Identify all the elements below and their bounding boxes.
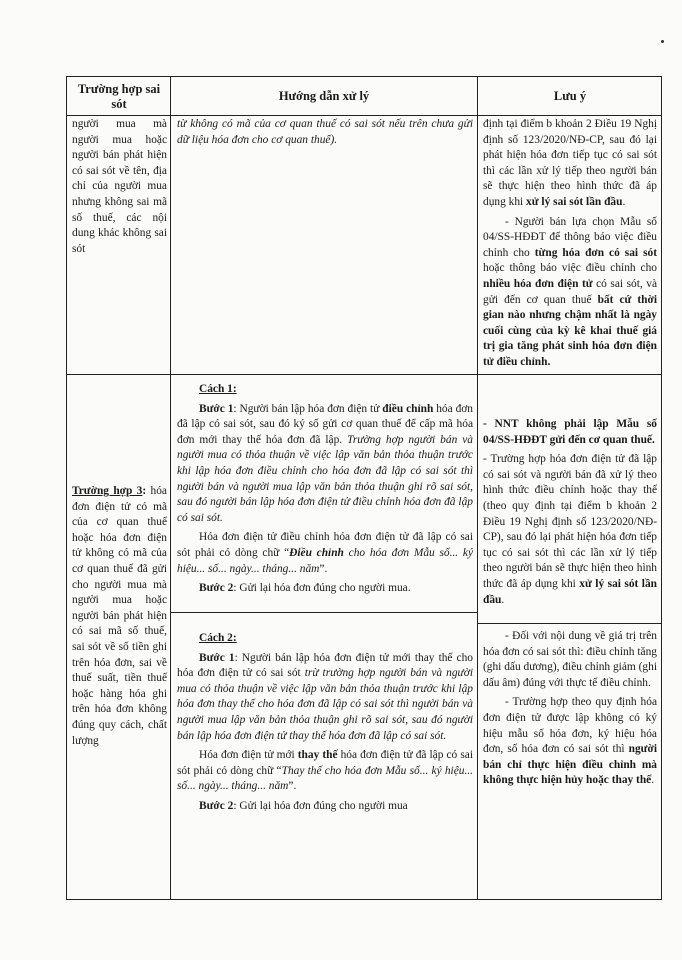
note-text: - Trường hợp theo quy định hóa đơn điện tử được lập không có ký hiệu mẫu số hóa đơn, ký hiệu hóa đơn, số hóa đơn có sai sót thì: [483, 696, 657, 756]
row1-guidance-text: từ không có mã của cơ quan thuế có sai sót nếu trên chưa gửi dữ liệu hóa đơn cho cơ quan thuế).: [177, 118, 473, 146]
note-bold: người bán chỉ thực hiện điều chỉnh mà không thực hiện hủy hoặc thay thế: [483, 743, 657, 787]
notes-divider: [477, 623, 661, 624]
note-text: - Người bán lựa chọn Mẫu số 04/SS-HĐĐT để thông báo việc điều chỉnh cho: [483, 215, 657, 259]
column-divider-1: [170, 77, 171, 899]
step-italic: Trường hợp người bán và người mua có thỏa thuận về việc lập văn bản thỏa thuận trước khi lập hóa đơn điều chỉnh cho hóa đơn đã lập có sai sót thì người bán và người mua lập văn bản thỏa thuận ghi rõ sai sót, sau đó người bán lập hóa đơn điện tử điều chỉnh hóa đơn đã lập có sai sót.: [177, 433, 473, 524]
case-3-colon: :: [142, 485, 147, 497]
scan-speck: [661, 40, 664, 43]
note-bold: nhiều hóa đơn điện tử: [483, 277, 593, 290]
para-italic: Thay thế cho hóa đơn Mẫu số... ký hiệu... số... ngày... tháng... năm: [177, 764, 474, 793]
case-3-notes-lower: [483, 629, 657, 789]
case-3-notes-upper: [483, 417, 657, 608]
note-text: hoặc thông báo việc điều chỉnh cho: [483, 262, 657, 275]
row-divider: [67, 374, 661, 375]
method-1: [177, 382, 473, 597]
method-2-title: [199, 631, 473, 647]
para-text: hóa đơn điện tử đã lập có sai sót phải có dòng chữ “: [177, 749, 473, 777]
step-text: : Gửi lại hóa đơn đúng cho người mua: [233, 799, 408, 812]
note-text: .: [501, 593, 505, 606]
method-2-step-2: [177, 799, 473, 815]
method-1-step-1: [177, 402, 473, 527]
step-label: Bước 2: [199, 799, 234, 812]
note-text: - Trường hợp hóa đơn điện tử đã lập có sai sót và người bán đã xử lý theo hình thức điều chỉnh hoặc thay thế (theo quy định tại điểm b khoản 2 Điều 19 Nghị định số 123/2020/NĐ-CP), sau đó lại phát hiện hóa đơn tiếp tục có sai sót thì các lần xử lý tiếp theo người bán sẽ thực hiện theo hình thức đã áp dụng khi: [483, 453, 657, 590]
step-italic: trừ trường hợp người bán và người mua có thỏa thuận về việc lập văn bản thỏa thuận trước khi lập hóa đơn thay thế cho hóa đơn đã lập có sai sót thì người bán và người mua lập văn bản thỏa thuận ghi rõ sai sót, sau đó người bán lập hóa đơn điện tử thay thế hóa đơn đã lập có sai sót.: [177, 667, 473, 742]
header-divider: [67, 115, 661, 116]
note-1: [483, 417, 657, 448]
step-label: Bước 1: [199, 402, 234, 415]
row1-note-2: [483, 215, 657, 371]
row1-notes: [483, 117, 657, 371]
header-guidance: Hướng dẫn xử lý: [278, 89, 370, 103]
error-handling-table: [66, 76, 662, 900]
column-divider-2: [477, 77, 478, 899]
note-1-text: - NNT không phải lập Mẫu số 04/SS-HĐĐT gửi đến cơ quan thuế.: [483, 418, 657, 446]
note-bold: xử lý sai sót lần đầu: [483, 577, 657, 606]
case-3-text: hóa đơn điện tử có mã của cơ quan thuế hoặc hóa đơn điện tử không có mã của cơ quan thuế đã gửi cho người mua mà người mua hoặc người bán phát hiện có sai mã số thuế, sai sót về số tiền ghi trên hóa đơn, sai về thuế suất, tiền thuế hoặc hàng hóa ghi trên hóa đơn không đúng quy cách, chất lượng: [72, 485, 167, 747]
case-3-title: Trường hợp 3: [72, 485, 143, 497]
step-label: Bước 2: [199, 582, 234, 595]
note-3: - Đối với nội dung về giá trị trên hóa đơn có sai sót thì: điều chỉnh tăng (ghi dấu dương), điều chỉnh giảm (ghi dấu âm) đúng với thực tế điều chỉnh.: [483, 630, 657, 689]
method-1-para-2: [177, 530, 473, 577]
row1-guidance: [177, 117, 473, 148]
method-1-step-2: [177, 581, 473, 597]
note-text: định tại điểm b khoản 2 Điều 19 Nghị định số 123/2020/NĐ-CP, sau đó lại phát hiện hóa đơn tiếp tục có sai sót thì các lần xử lý tiếp theo người bán sẽ thực hiện theo hình thức đã áp dụng khi: [483, 118, 657, 208]
note-bold: xử lý sai sót lần đầu: [526, 195, 623, 208]
step-text: : Gửi lại hóa đơn đúng cho người mua.: [233, 582, 411, 595]
para-text: ”.: [288, 780, 297, 793]
note-bold: bất cứ thời gian nào nhưng chậm nhất là ngày cuối cùng của kỳ kê khai thuế giá trị gia tăng phát sinh hóa đơn điện tử điều chỉnh.: [483, 293, 657, 368]
method-2-title-text: Cách 2:: [199, 632, 237, 644]
step-text: : Người bán lập hóa đơn điện tử: [233, 402, 383, 415]
method-2-step-1: [177, 651, 473, 745]
para-text: ”.: [319, 562, 328, 575]
step-text: : Người bán lập hóa đơn điện tử mới thay thế cho hóa đơn điện tử có sai sót: [177, 651, 474, 680]
para-bold: thay thế: [297, 749, 338, 762]
header-notes: Lưu ý: [553, 89, 587, 103]
header-case: Trường hợp sai sót: [77, 82, 161, 111]
note-text: .: [651, 774, 655, 787]
row1-case: người mua mà người mua hoặc người bán phát hiện có sai sót về tên, địa chỉ của người mua nhưng không sai mã số thuế, các nội dung khác không sai sót: [72, 118, 167, 255]
para-italic: cho hóa đơn Mẫu số... ký hiệu... số... ngày... tháng... năm: [177, 546, 474, 575]
method-1-title: [199, 382, 473, 398]
step-bold: điều chỉnh: [382, 402, 434, 415]
para-text: Hóa đơn điện tử mới: [199, 749, 298, 762]
method-1-title-text: Cách 1:: [199, 383, 237, 395]
note-4: [483, 695, 657, 789]
note-bold: từng hóa đơn có sai sót: [534, 246, 657, 259]
para-text: Hóa đơn điện tử điều chỉnh hóa đơn điện tử đã lập có sai sót phải có dòng chữ “: [177, 531, 473, 559]
row1-note-1: [483, 117, 657, 211]
method-2-para-2: [177, 748, 473, 795]
step-text: hóa đơn đã lập có sai sót, sau đó ký số gửi cơ quan thuế để cấp mã hóa đơn mới thay thế hóa đơn đã lập.: [177, 402, 474, 446]
para-bold-italic: Điều chỉnh: [289, 546, 344, 559]
note-text: .: [622, 195, 626, 208]
note-2: [483, 452, 657, 608]
method-2: [177, 631, 473, 815]
note-text: có sai sót, và gửi đến cơ quan thuế: [483, 277, 657, 306]
step-label: Bước 1: [199, 651, 235, 664]
method-divider: [170, 612, 477, 613]
case-3-description: [72, 484, 167, 749]
